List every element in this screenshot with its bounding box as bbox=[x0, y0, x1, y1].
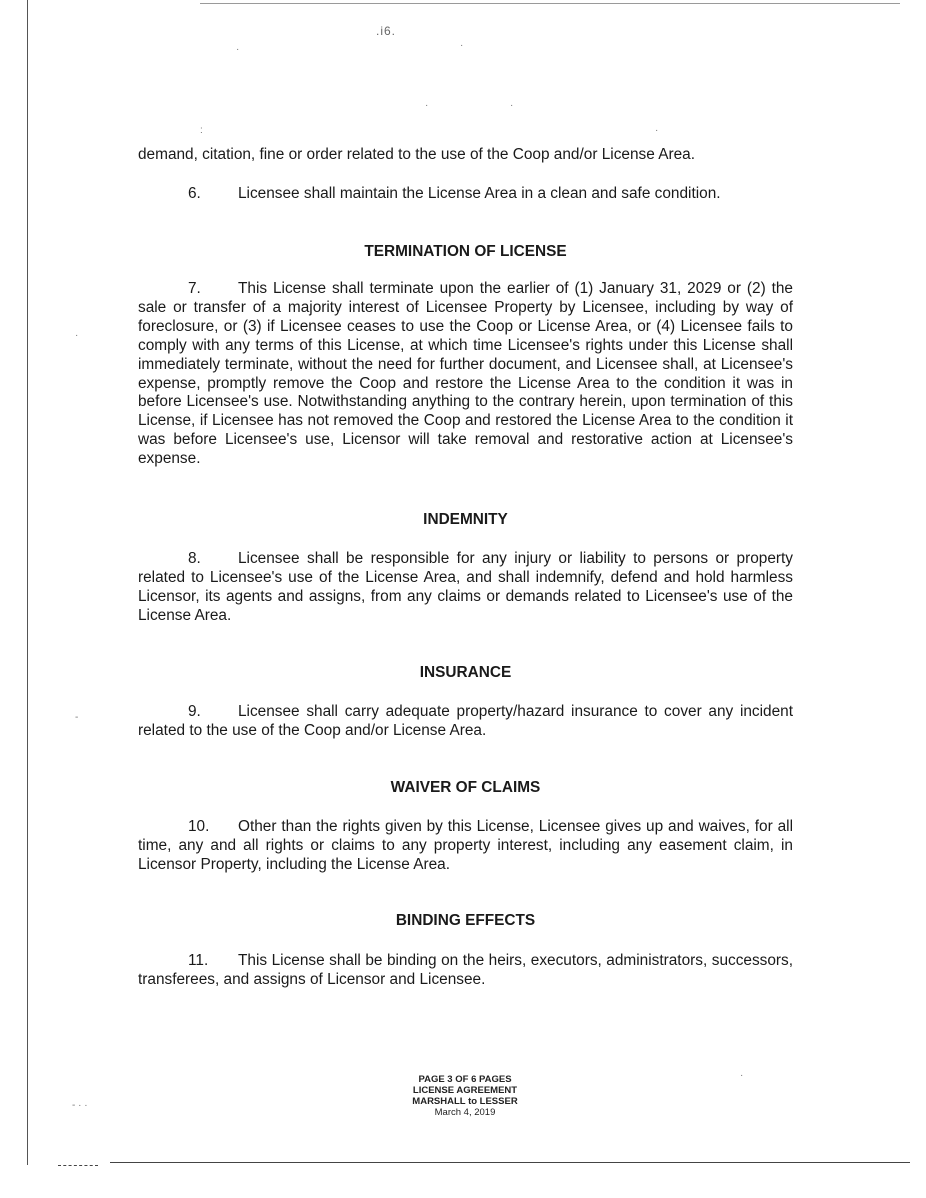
heading-binding: BINDING EFFECTS bbox=[395, 912, 536, 929]
scan-speck: - bbox=[75, 712, 79, 723]
heading-insurance: INSURANCE bbox=[419, 664, 512, 681]
scan-speck: · bbox=[425, 100, 429, 111]
paragraph-text: This License shall be binding on the heirs, executors, administrators, successors, transferees, and assigns of Licensor and Licensee. bbox=[138, 952, 793, 988]
scan-edge-bottom-dash bbox=[58, 1165, 98, 1166]
scan-speck: : bbox=[200, 125, 203, 136]
heading-termination: TERMINATION OF LICENSE bbox=[364, 243, 567, 260]
scan-speck: · bbox=[236, 44, 240, 55]
scan-speck: - · · bbox=[72, 1100, 88, 1111]
paragraph-number: 6. bbox=[188, 185, 201, 202]
paragraph-10 bbox=[138, 818, 793, 875]
heading-waiver: WAIVER OF CLAIMS bbox=[390, 779, 541, 796]
scan-edge-bottom bbox=[110, 1162, 910, 1163]
continuation-line: demand, citation, fine or order related to the use of the Coop and/or License Area. bbox=[138, 146, 695, 163]
heading-indemnity: INDEMNITY bbox=[423, 511, 508, 528]
footer-date: March 4, 2019 bbox=[434, 1107, 496, 1118]
paragraph-8 bbox=[138, 550, 793, 626]
paragraph-number: 7. bbox=[188, 280, 201, 297]
scan-speck: · bbox=[740, 1070, 744, 1081]
paragraph-text: Licensee shall maintain the License Area in a clean and safe condition. bbox=[238, 185, 721, 202]
footer-page-count: PAGE 3 OF 6 PAGES bbox=[418, 1074, 512, 1085]
paragraph-9 bbox=[138, 703, 793, 741]
scan-speck: · bbox=[460, 40, 464, 51]
scan-edge-top bbox=[200, 3, 900, 4]
scan-speck: · bbox=[655, 125, 659, 136]
paragraph-text: Licensee shall be responsible for any injury or liability to persons or property related to Licensee's use of the License Area, and shall indemnify, defend and hold harmless Licensor, its agents and assigns, from any claims or demands related to Licensee's use of the License Area. bbox=[138, 550, 793, 624]
paragraph-11 bbox=[138, 952, 793, 990]
paragraph-text: This License shall terminate upon the earlier of (1) January 31, 2029 or (2) the sale or transfer of a majority interest of Licensee Property by Licensee, including by way of foreclosure, or (3) if Licensee ceases to use the Coop or License Area, or (4) Licensee fails to comply with any terms of this License, at which time Licensee's rights under this License shall immediately terminate, without the need for further document, and Licensee shall, at Licensee's expense, promptly remove the Coop and restore the License Area to the condition it was in before Licensee's use. Notwithstanding anything to the contrary herein, upon termination of this License, if Licensee has not removed the Coop and restored the License Area to the condition it was before Licensee's use, Licensor will take removal and restorative action at Licensee's expense. bbox=[138, 280, 793, 468]
footer-parties: MARSHALL to LESSER bbox=[412, 1096, 518, 1107]
paragraph-number: 8. bbox=[188, 550, 201, 567]
paragraph-7 bbox=[138, 280, 793, 469]
paragraph-number: 10. bbox=[188, 818, 210, 835]
page-footer bbox=[380, 1074, 550, 1118]
paragraph-text: Other than the rights given by this License, Licensee gives up and waives, for all time, any and all rights or claims to any property interest, including any easement claim, in Licensor Property, including the License Area. bbox=[138, 818, 793, 873]
paragraph-text: Licensee shall carry adequate property/hazard insurance to cover any incident related to the use of the Coop and/or License Area. bbox=[138, 703, 793, 739]
scan-speck: · bbox=[510, 100, 514, 111]
paragraph-6 bbox=[188, 185, 721, 203]
footer-title: LICENSE AGREEMENT bbox=[412, 1085, 518, 1096]
paragraph-number: 11. bbox=[188, 952, 209, 969]
scan-speck: · bbox=[75, 330, 79, 341]
paragraph-number: 9. bbox=[188, 703, 201, 720]
scan-edge-left bbox=[27, 0, 28, 1165]
page-top-mark: .i6. bbox=[376, 24, 397, 38]
